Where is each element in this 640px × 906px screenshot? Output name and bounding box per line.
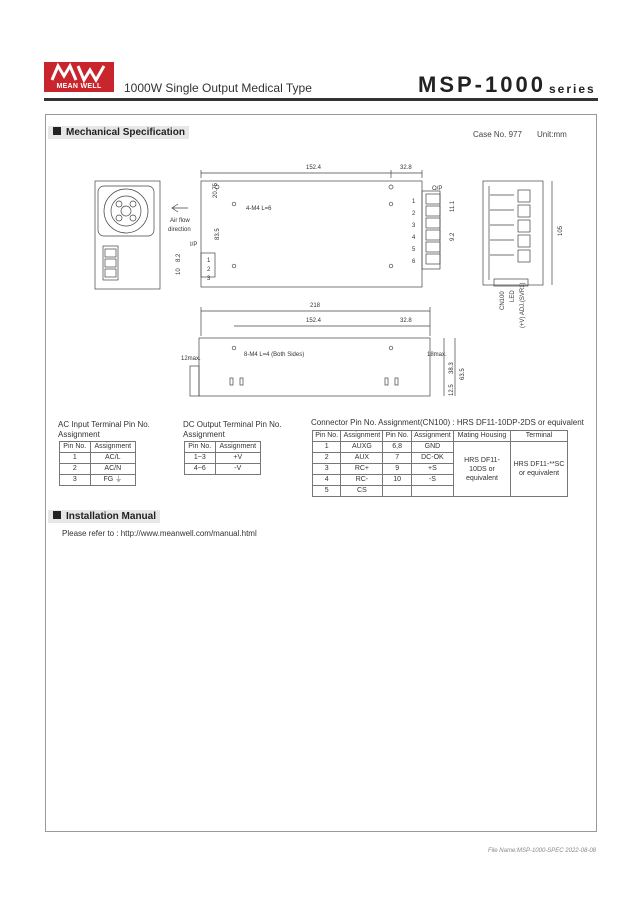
table-row <box>60 464 136 475</box>
table-header: Assignment <box>90 442 135 453</box>
table-header: Assignment <box>341 431 383 442</box>
dc-table-title-1: DC Output Terminal Pin No. <box>183 420 282 429</box>
terminal-cell: HRS DF11-**SC or equivalent <box>511 442 568 497</box>
dc-table-title-2: Assignment <box>183 430 225 439</box>
cell: 2 <box>60 464 91 475</box>
dim-9-2: 9.2 <box>450 232 456 241</box>
cell: -V <box>215 464 260 475</box>
top-view <box>201 181 422 287</box>
dim-8-2: 8.2 <box>176 253 182 262</box>
table-header: Terminal <box>511 431 568 442</box>
cn100-table <box>312 430 568 497</box>
dim-32-8: 32.8 <box>400 165 412 171</box>
dim-12-5: 12.5 <box>449 384 455 396</box>
cell: CS <box>341 486 383 497</box>
ip-pin-3: 3 <box>207 276 211 282</box>
dim-32-8-b: 32.8 <box>400 318 412 324</box>
op-pin-1: 1 <box>412 199 416 205</box>
section-installation <box>48 510 160 523</box>
model-name: MSP-1000 <box>418 72 546 97</box>
cell: RC- <box>341 475 383 486</box>
cell: 1~3 <box>185 453 216 464</box>
logo-text: MEAN WELL <box>56 83 102 90</box>
dim-152-4: 152.4 <box>306 165 322 171</box>
airflow-label-2: direction <box>168 227 191 233</box>
cell: 7 <box>383 453 411 464</box>
cell: 4~6 <box>185 464 216 475</box>
cell: 9 <box>383 464 411 475</box>
table-header: Pin No. <box>60 442 91 453</box>
cell: RC+ <box>341 464 383 475</box>
cell: FG ⏚ <box>90 475 135 486</box>
dim-105: 105 <box>558 225 564 236</box>
cell: -S <box>411 475 453 486</box>
cell: 3 <box>313 464 341 475</box>
airflow-label: Air flow <box>170 218 190 224</box>
table-header: Assignment <box>411 431 453 442</box>
table-header: Pin No. <box>185 442 216 453</box>
ac-table-title <box>58 420 150 440</box>
dim-83-5: 83.5 <box>215 228 221 240</box>
cell: 4 <box>313 475 341 486</box>
dim-4m4: 4-M4 L=6 <box>246 206 272 212</box>
cell: 6,8 <box>383 442 411 453</box>
table-header: Pin No. <box>383 431 411 442</box>
op-pin-5: 5 <box>412 247 416 253</box>
cell: 1 <box>60 453 91 464</box>
vadj-label: (+V) ADJ.(SVR1) <box>520 282 526 328</box>
cn-table-title: Connector Pin No. Assignment(CN100) : HRS DF11-10DP-2DS or equivalent <box>311 418 584 427</box>
dc-table-title <box>183 420 282 440</box>
cell: AC/L <box>90 453 135 464</box>
dim-18max: 18max. <box>427 352 447 358</box>
ip-pin-1: 1 <box>207 258 211 264</box>
document-subtitle: 1000W Single Output Medical Type <box>124 81 312 95</box>
cell: +V <box>215 453 260 464</box>
mating-housing-cell: HRS DF11-10DS or equivalent <box>454 442 511 497</box>
dim-152-4-b: 152.4 <box>306 318 322 324</box>
section-title: Mechanical Specification <box>66 127 185 138</box>
dim-63-5: 63.5 <box>460 368 466 380</box>
cell <box>383 486 411 497</box>
unit-label: Unit:mm <box>537 130 567 139</box>
cell: 1 <box>313 442 341 453</box>
fan-icon <box>104 189 148 233</box>
table-row <box>185 464 261 475</box>
series-label: series <box>549 82 596 96</box>
section-title: Installation Manual <box>66 511 157 522</box>
table-row <box>60 453 136 464</box>
ac-input-table <box>59 441 136 486</box>
op-pin-3: 3 <box>412 223 416 229</box>
table-row <box>60 475 136 486</box>
ac-table-title-2: Assignment <box>58 430 100 439</box>
dim-20-75: 20.75 <box>213 182 219 198</box>
cell: 3 <box>60 475 91 486</box>
cell: AUXG <box>341 442 383 453</box>
op-label: O/P <box>432 186 443 192</box>
dim-10: 10 <box>176 268 182 275</box>
cell: 5 <box>313 486 341 497</box>
cell: 2 <box>313 453 341 464</box>
table-row <box>313 442 568 453</box>
dim-11-1: 11.1 <box>450 200 456 212</box>
cell: +S <box>411 464 453 475</box>
cell: AUX <box>341 453 383 464</box>
table-header: Pin No. <box>313 431 341 442</box>
table-row <box>185 453 261 464</box>
dim-218: 218 <box>310 303 321 309</box>
cell <box>411 486 453 497</box>
ip-label: I/P <box>190 242 198 248</box>
op-pin-6: 6 <box>412 259 416 265</box>
cell: GND <box>411 442 453 453</box>
dim-12max: 12max. <box>181 356 201 362</box>
cn100-label: CN100 <box>500 291 506 310</box>
table-header: Assignment <box>215 442 260 453</box>
dim-38-3: 38.3 <box>449 362 455 374</box>
fan-guard <box>98 186 154 236</box>
bottom-view <box>199 338 430 396</box>
bullet-square-icon <box>53 511 61 519</box>
cell: AC/N <box>90 464 135 475</box>
table-header: Mating Housing <box>454 431 511 442</box>
cell: DC-OK <box>411 453 453 464</box>
op-pin-4: 4 <box>412 235 416 241</box>
cell: 10 <box>383 475 411 486</box>
manual-link-text[interactable]: Please refer to : http://www.meanwell.com/manual.html <box>62 529 257 538</box>
case-number: Case No. 977 <box>473 130 522 139</box>
dc-output-table <box>184 441 261 475</box>
op-pin-2: 2 <box>412 211 416 217</box>
led-label: LED <box>510 290 516 302</box>
airflow-arrow-icon <box>172 204 188 212</box>
dim-8m4: 8-M4 L=4 (Both Sides) <box>244 352 305 358</box>
ac-table-title-1: AC Input Terminal Pin No. <box>58 420 150 429</box>
ip-pin-2: 2 <box>207 267 211 273</box>
side-view <box>483 181 543 285</box>
file-name-footer: File Name:MSP-1000-SPEC 2022-08-08 <box>487 848 596 854</box>
